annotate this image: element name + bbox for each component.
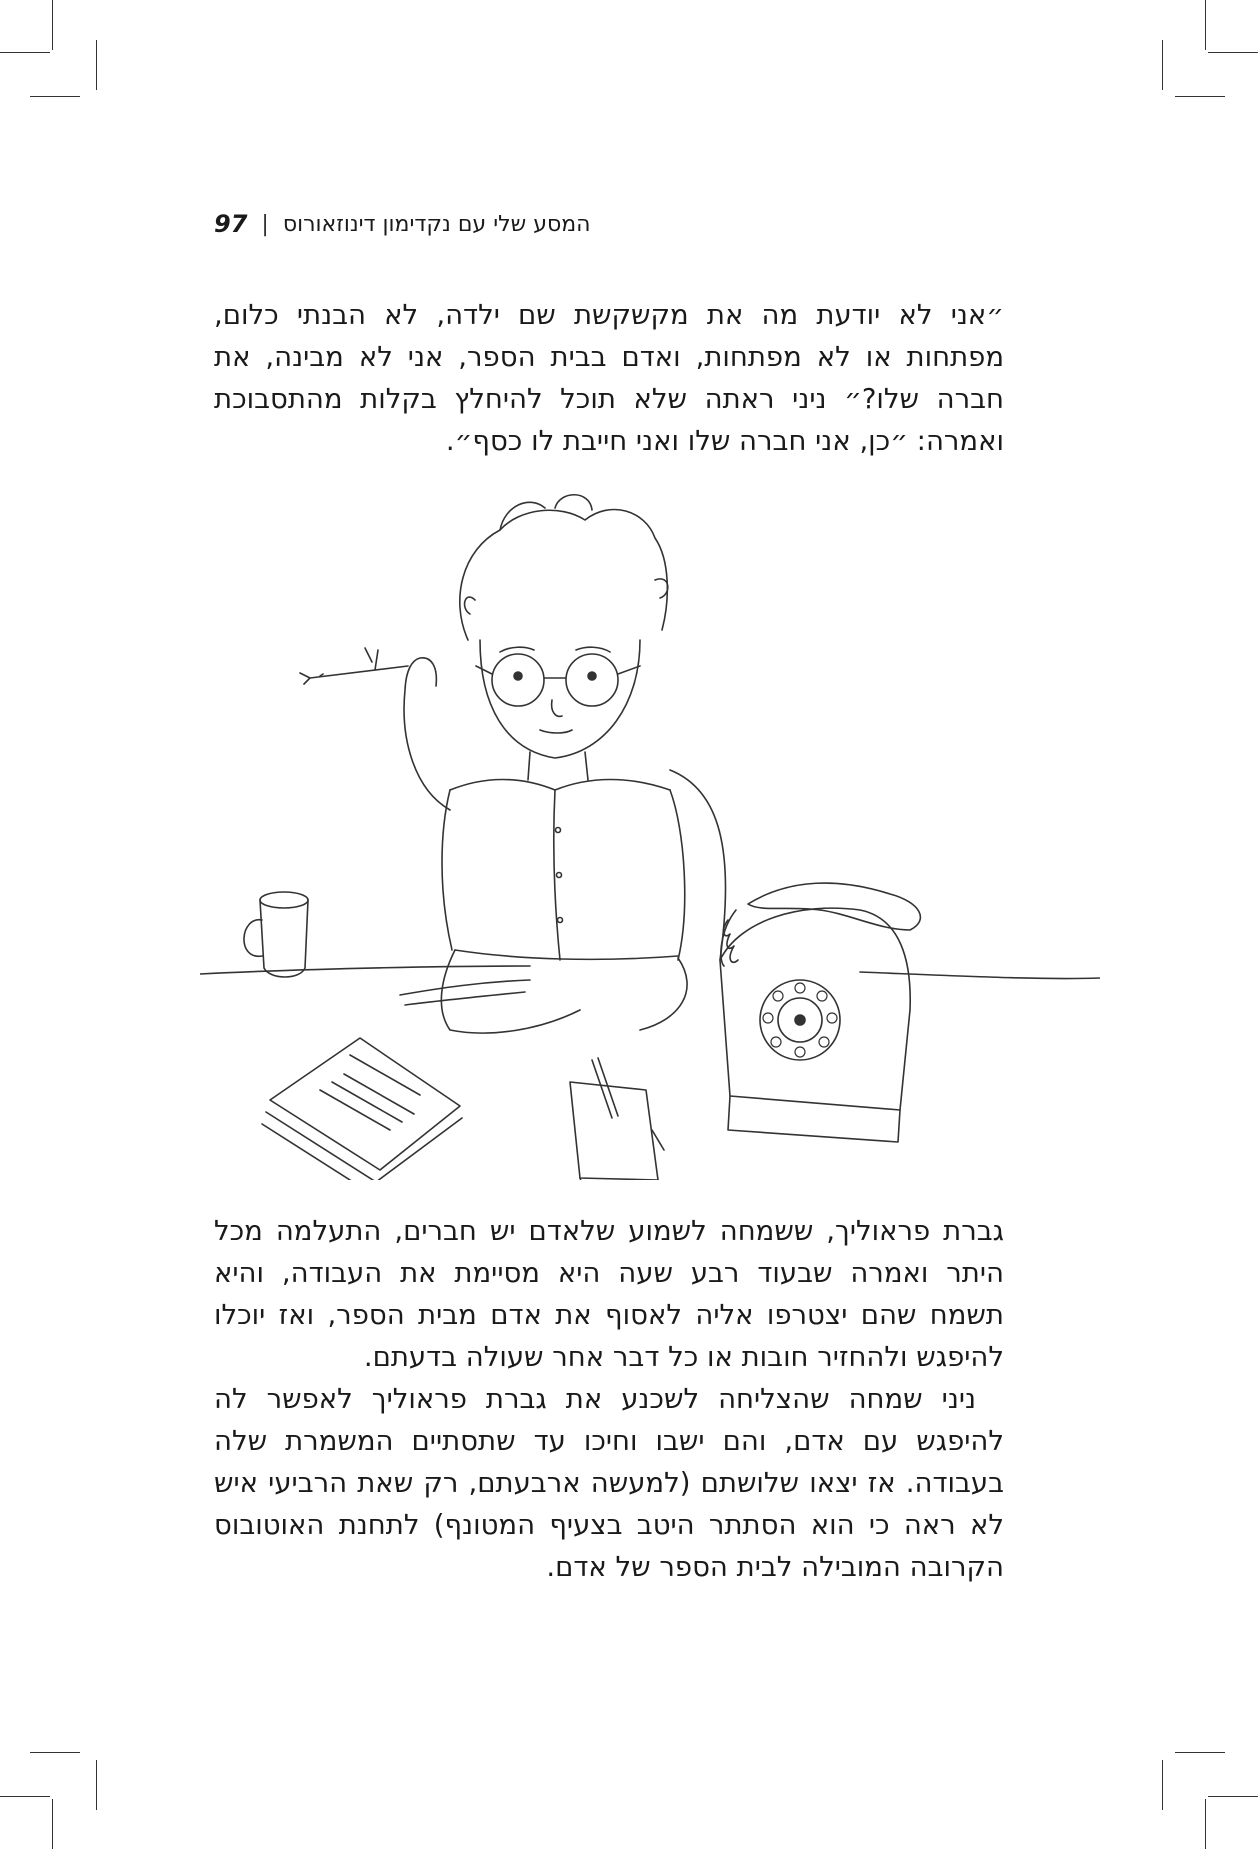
crop-mark [1175, 96, 1225, 97]
crop-mark [1208, 52, 1258, 53]
crop-mark [52, 0, 53, 50]
header-separator: | [261, 211, 269, 237]
crop-mark [1162, 1760, 1163, 1810]
paragraph: גברת פראוליך, ששמחה לשמוע שלאדם יש חברים, התעלמה מכל היתר ואמרה שבעוד רבע שעה היא מסיימת את העבודה, והיא תשמח שהם יצטרפו אליה לאסוף את אדם מבית הספר, ואז יוכלו להיפגש ולהחזיר חובות או כל דבר אחר שעולה בדעתם. [214, 1215, 1004, 1373]
crop-mark [30, 1752, 80, 1753]
page-number: 97 [214, 210, 248, 238]
running-head [214, 208, 614, 240]
crop-mark [1205, 0, 1206, 50]
crop-mark [0, 1796, 50, 1797]
crop-mark [96, 1760, 97, 1810]
crop-mark [0, 52, 50, 53]
illustration [200, 490, 1100, 1180]
paragraph: ניני שמחה שהצליחה לשכנע את גברת פראוליך לאפשר לה להיפגש עם אדם, והם ישבו וחיכו עד שתסתיים המשמרת שלה בעבודה. אז יצאו שלושתם (למעשה ארבעתם, רק שאת הרביעי איש לא ראה כי הוא הסתתר היטב בצעיף המטונף) לתחנת האוטובוס הקרובה המובילה לבית הספר של אדם. [214, 1383, 1004, 1583]
crop-mark [1208, 1796, 1258, 1797]
crop-mark [1162, 40, 1163, 90]
crop-mark [1205, 1799, 1206, 1849]
crop-mark [1175, 1752, 1225, 1753]
crop-mark [96, 40, 97, 90]
crop-mark [30, 96, 80, 97]
paragraph: ״אני לא יודעת מה את מקשקשת שם ילדה, לא הבנתי כלום, מפתחות או לא מפתחות, ואדם בבית הספר, אני לא מבינה, את חברה שלו?״ ניני ראתה שלא תוכל להיחלץ בקלות מהתסבוכת ואמרה: ״כן, אני חברה שלו ואני חייבת לו כסף״. [214, 299, 1004, 457]
crop-mark [52, 1799, 53, 1849]
book-title: המסע שלי עם נקדימון דינוזאורוס [282, 211, 591, 237]
